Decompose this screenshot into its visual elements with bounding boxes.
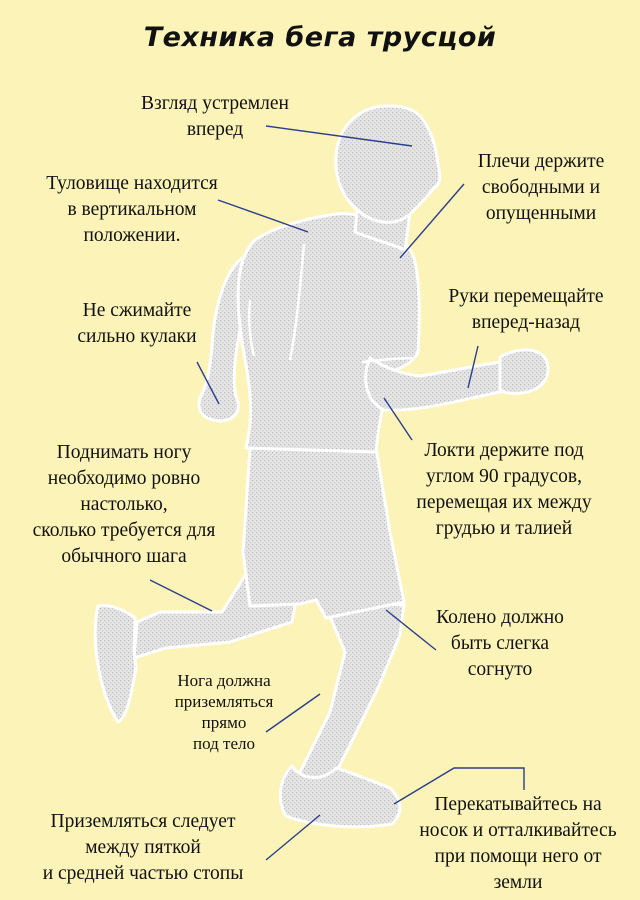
label-roll: Перекатывайтесь на носок и отталкивайтесь при помощи него от земли <box>419 794 617 893</box>
label-shoulders: Плечи держите свободными и опущенными <box>477 151 605 224</box>
back-shoe <box>95 606 136 723</box>
front-shoe <box>280 766 400 827</box>
label-land-heel: Приземляться следует между пяткой и средней частью стопы <box>42 811 244 884</box>
label-elbows: Локти держите под углом 90 градусов, перемещая их между грудью и талией <box>416 440 592 539</box>
label-arms: Руки перемещайте вперед-назад <box>448 286 604 333</box>
label-gaze: Взгляд устремлен вперед <box>141 93 289 140</box>
torso <box>238 213 419 452</box>
front-fist <box>500 350 548 394</box>
label-lift-leg: Поднимать ногу необходимо ровно настолько, сколько требуется для обычного шага <box>32 442 216 567</box>
label-fists: Не сжимайте сильно кулаки <box>77 300 197 347</box>
page-title: Техника бега трусцой <box>143 22 497 53</box>
shorts <box>243 448 404 618</box>
label-torso: Туловище находится в вертикальном положении. <box>46 173 218 246</box>
head <box>336 106 440 222</box>
label-knee: Колено должно быть слегка согнуто <box>436 607 564 680</box>
label-land-under: Нога должна приземляться прямо под тело <box>174 671 274 753</box>
